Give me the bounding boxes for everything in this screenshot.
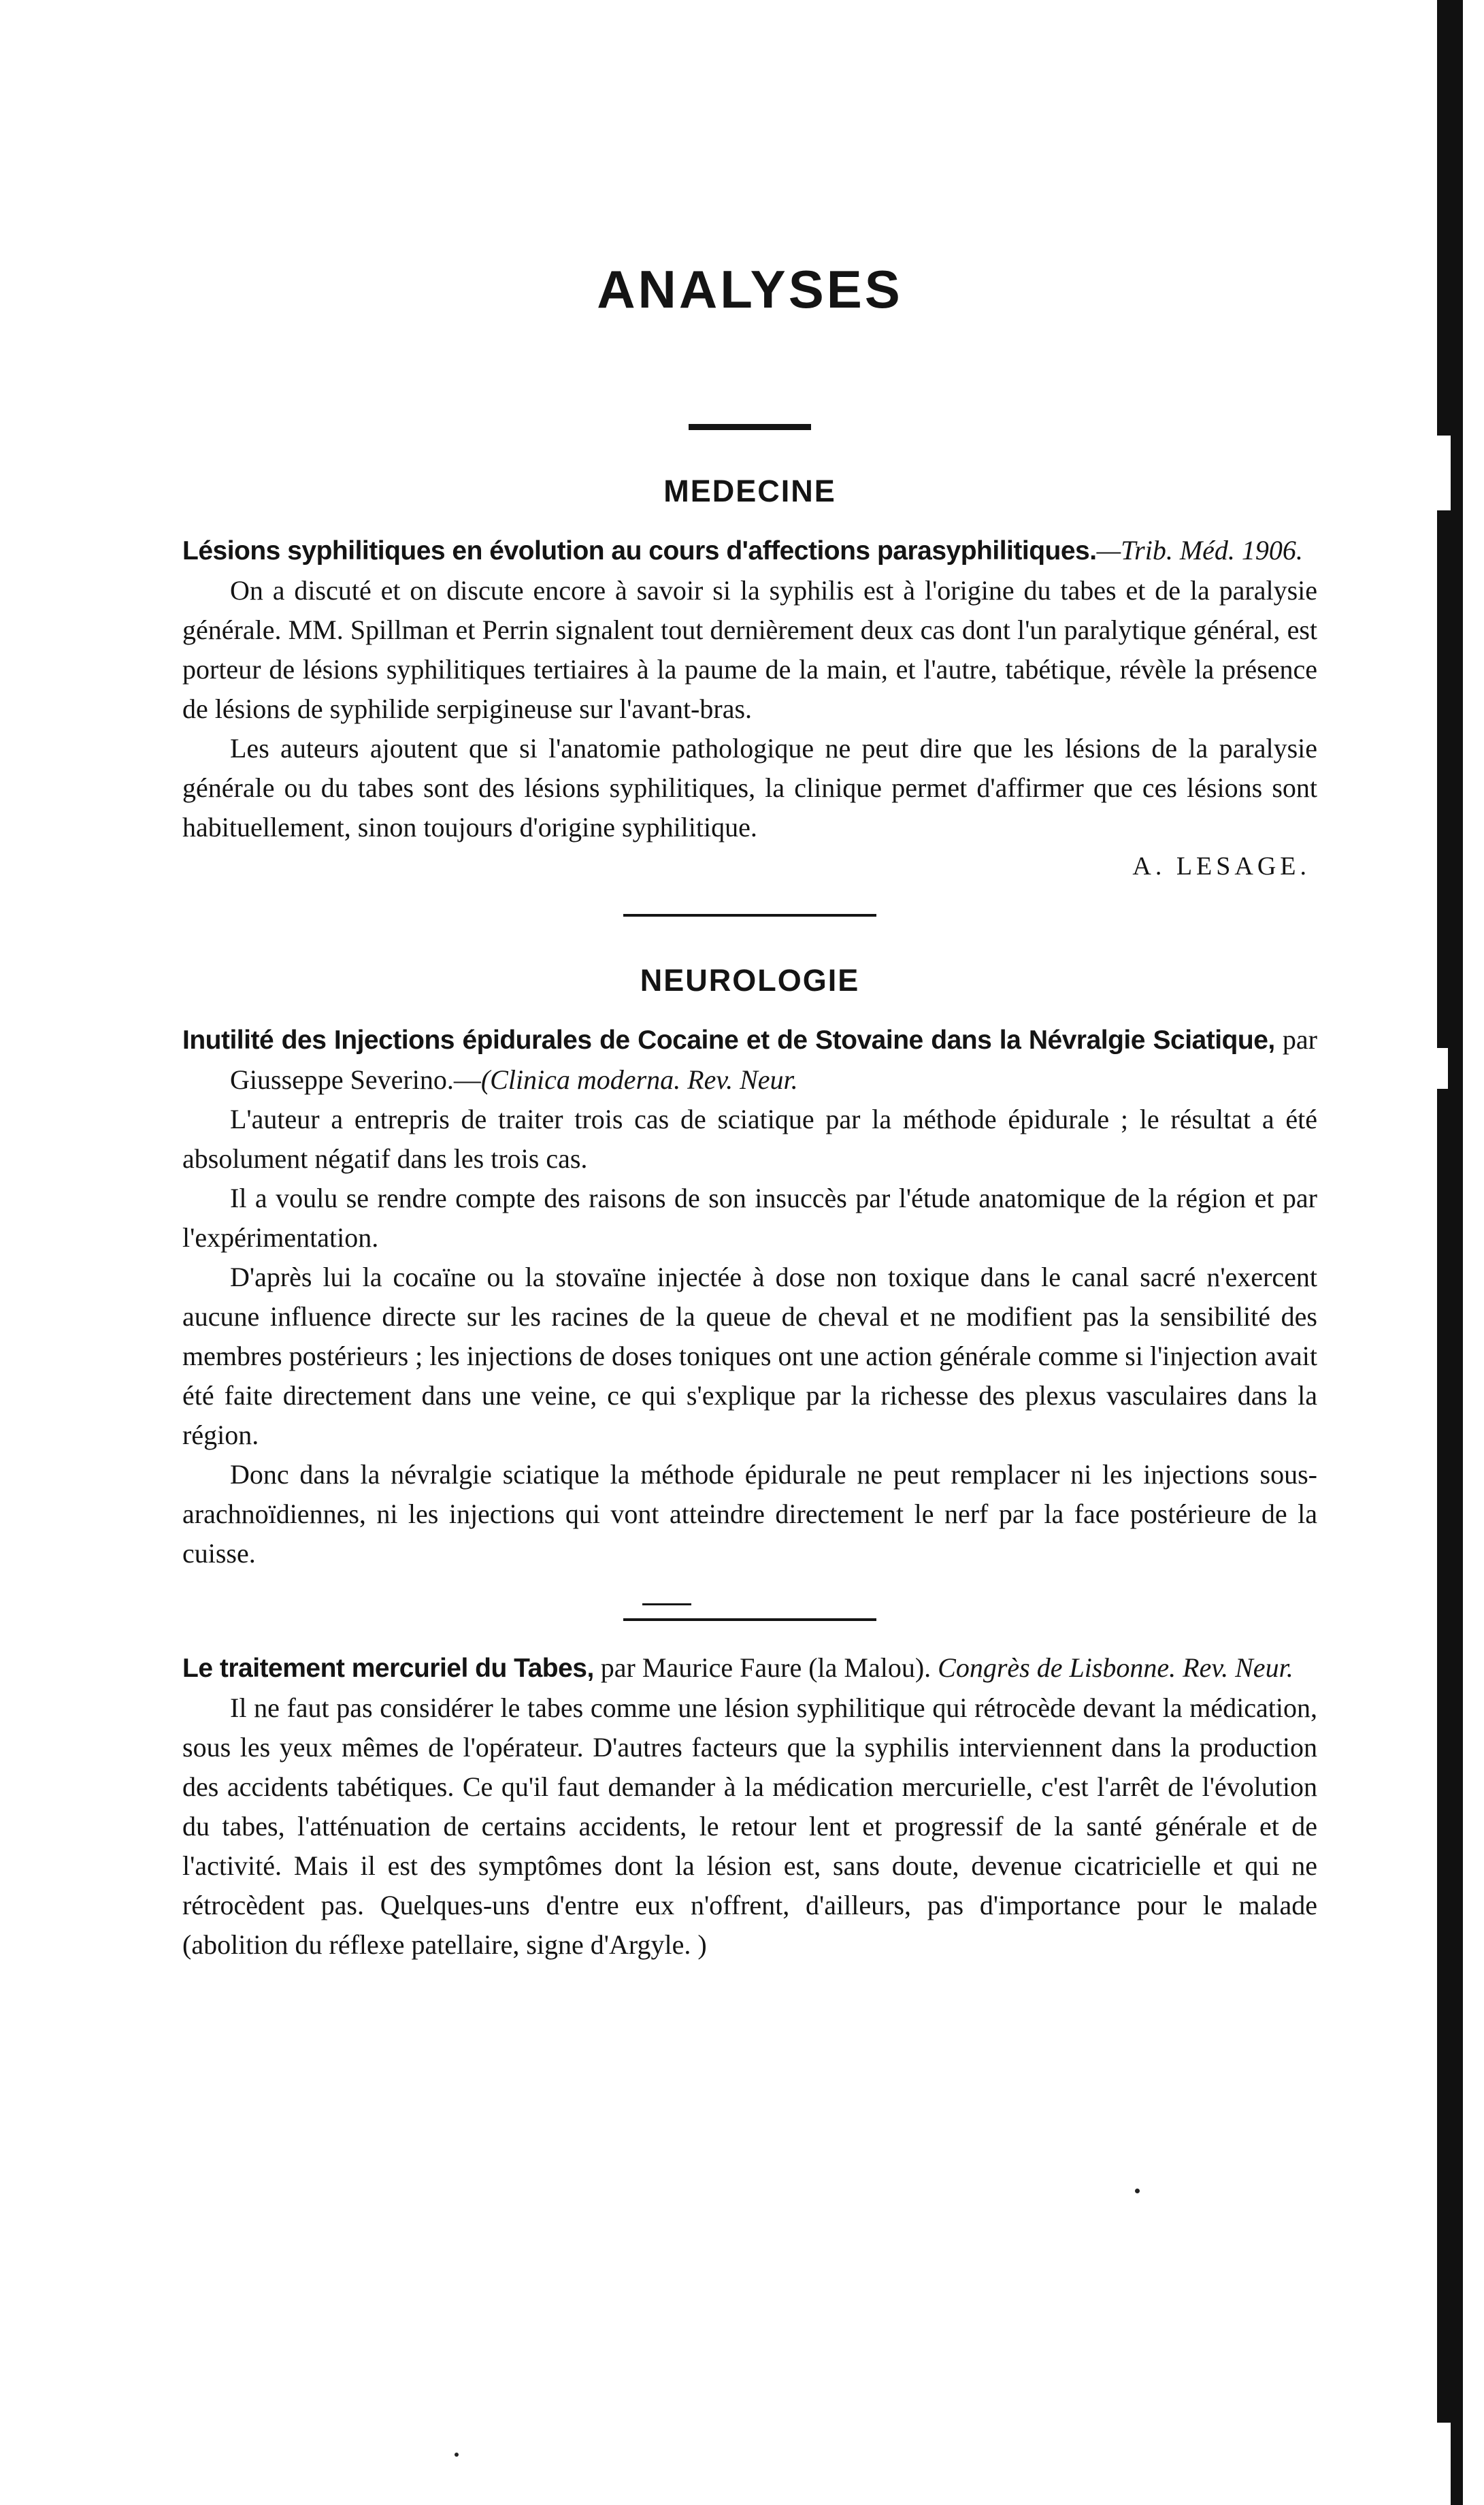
scan-edge-notch	[1437, 1048, 1448, 1089]
scan-speck	[1135, 2189, 1140, 2193]
article-byline: par Maurice Faure (la Malou).	[593, 1652, 938, 1683]
paragraph: L'auteur a entrepris de traiter trois cas de sciatique par la méthode épidurale ; le résultat a été absolument négatif dans les trois cas.	[182, 1104, 1317, 1174]
article-title: Le traitement mercuriel du Tabes,	[182, 1654, 594, 1683]
article-source: Congrès de Lisbonne. Rev. Neur.	[938, 1652, 1293, 1683]
paragraph: Donc dans la névralgie sciatique la méthode épidurale ne peut remplacer ni les injections sous-arachnoïdiennes, ni les injections qui vont atteindre directement le nerf par la face postérieure de la cuisse.	[182, 1459, 1317, 1569]
section-divider	[623, 914, 876, 917]
page-title: ANALYSES	[597, 259, 903, 319]
scan-edge-bar	[1437, 0, 1463, 2505]
paragraph: Il ne faut pas considérer le tabes comme une lésion syphilitique qui rétrocède devant la médication, sous les yeux mêmes de l'opérateur. D'autres facteurs que la syphilis interviennent dans la production des accidents tabétiques. Ce qu'il faut demander à la médication mercurielle, c'est l'arrêt de l'évolution du tabes, l'atténuation de certains accidents, le retour lent et progressif de la santé générale et de l'activité. Mais il est des symptômes dont la lésion est, sans doute, devenue cicatricielle et qui ne rétrocèdent pas. Quelques-uns d'entre eux n'offrent, d'ailleurs, pas d'importance pour le malade (abolition du réflexe patellaire, signe d'Argyle. )	[182, 1692, 1317, 1960]
article-heading	[182, 1020, 1317, 1100]
section-heading-medecine: MEDECINE	[663, 474, 836, 508]
scan-speck	[455, 2453, 459, 2457]
divider-mark	[642, 1603, 691, 1605]
section-heading-neurologie: NEUROLOGIE	[640, 963, 860, 998]
paragraph: D'après lui la cocaïne ou la stovaïne injectée à dose non toxique dans le canal sacré n'exercent aucune influence directe sur les racines de la queue de cheval et ne modifient pas la sensibilité des membres postérieurs ; les injections de doses toniques ont une action générale comme si l'injection avait été faite directement dans une veine, ce qui s'explique par la richesse des plexus vasculaires dans la région.	[182, 1262, 1317, 1450]
article-heading	[182, 531, 1317, 571]
article-divider	[623, 1603, 876, 1621]
paragraph: Les auteurs ajoutent que si l'anatomie pathologique ne peut dire que les lésions de la paralysie générale ou du tabes sont des lésions syphilitiques, la clinique permet d'affirmer que ces lésions sont habituellement, sinon toujours d'origine syphilitique.	[182, 733, 1317, 842]
article-title: Lésions syphilitiques en évolution au cours d'affections parasyphilitiques.	[182, 536, 1097, 566]
article-source: (Clinica moderna. Rev. Neur.	[480, 1064, 798, 1095]
paragraph: Il a voulu se rendre compte des raisons de son insuccès par l'étude anatomique de la région et par l'expérimentation.	[182, 1183, 1317, 1253]
paragraph: On a discuté et on discute encore à savoir si la syphilis est à l'origine du tabes et de la paralysie générale. MM. Spillman et Perrin signalent tout dernièrement deux cas dont l'un paralytique général, est porteur de lésions syphilitiques tertiaires à la paume de la main, et l'autre, tabétique, révèle la présence de lésions de syphilide serpigineuse sur l'avant-bras.	[182, 575, 1317, 724]
divider-line	[623, 1618, 876, 1621]
scan-edge-notch	[1437, 436, 1451, 510]
document-page	[182, 259, 1317, 1965]
scan-edge-notch	[1437, 2423, 1451, 2505]
article-heading	[182, 1648, 1317, 1688]
author-signature: A. LESAGE.	[1132, 852, 1310, 881]
article-title: Inutilité des Injections épidurales de Cocaine et de Stovaine dans la Névralgie Sciatique,	[182, 1026, 1275, 1055]
article-source: —Trib. Méd. 1906.	[1096, 535, 1303, 566]
article-byline: par Giusseppe Severino.—	[230, 1024, 1317, 1095]
title-rule	[689, 424, 811, 430]
